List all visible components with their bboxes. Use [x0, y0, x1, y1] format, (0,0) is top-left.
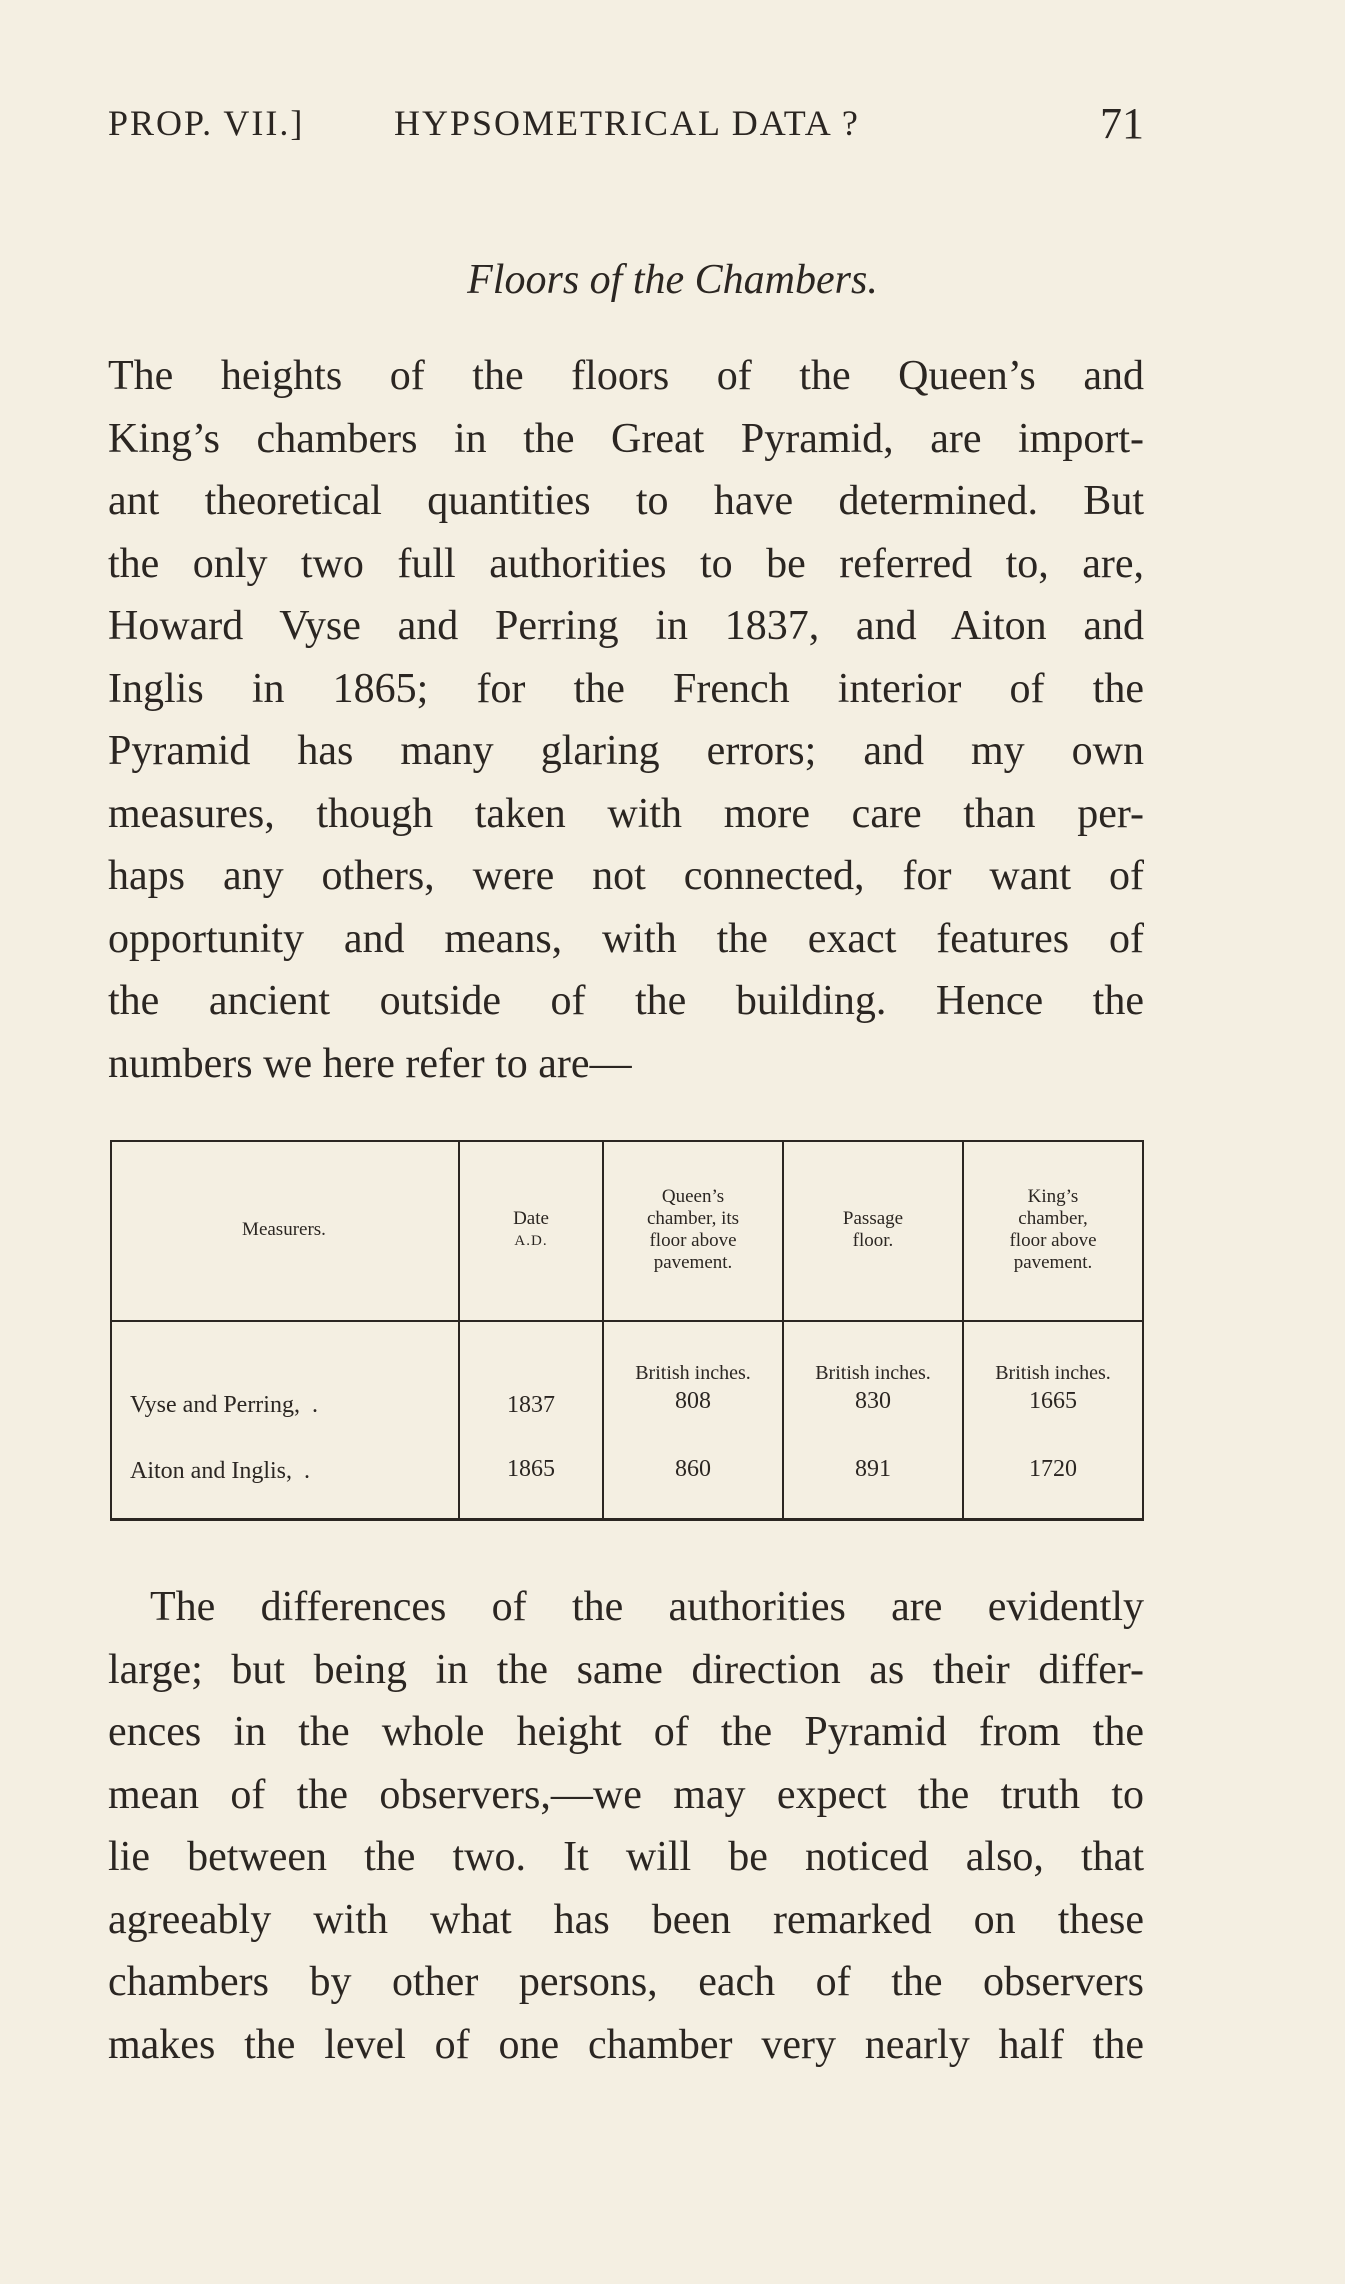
header-line: King’s: [1027, 1186, 1079, 1207]
header-line: pavement.: [653, 1252, 733, 1273]
paragraph-line: makes the level of one chamber very nearly half the: [108, 2021, 1144, 2068]
header-date-label: Date: [513, 1208, 549, 1229]
running-head-title: HYPSOMETRICAL DATA ?: [394, 103, 860, 143]
paragraph-line: opportunity and means, with the exact features of: [108, 915, 1144, 962]
paragraph-line: the ancient outside of the building. Hence the: [108, 978, 1144, 1024]
paragraph-line: ant theoretical quantities to have determined. But: [108, 478, 1144, 524]
table-cell-date: 1837: [507, 1392, 555, 1418]
table-bottom-rule: [110, 1518, 1144, 1521]
table-border-right: [1142, 1140, 1144, 1520]
unit-label: British inches.: [635, 1362, 751, 1384]
paragraph-line: measures, though taken with more care than per-: [108, 790, 1144, 837]
paragraph-1: [108, 345, 1144, 1095]
table-cell-kings: 1665: [1029, 1388, 1077, 1414]
header-line: floor above: [649, 1230, 737, 1251]
running-head-left: PROP. VII.]: [108, 103, 305, 143]
paragraph-line: ences in the whole height of the Pyramid from the: [108, 1709, 1144, 1755]
paragraph-line: haps any others, were not connected, for want of: [108, 853, 1144, 899]
unit-label: British inches.: [995, 1362, 1111, 1384]
paragraph-line: Inglis in 1865; for the French interior of the: [108, 665, 1144, 712]
header-queens-chamber: [604, 1140, 782, 1320]
table-header-rule: [110, 1320, 1144, 1322]
header-line: pavement.: [1013, 1252, 1093, 1273]
header-kings-chamber: [964, 1140, 1142, 1320]
table-cell-date: 1865: [507, 1456, 555, 1482]
header-line: chamber,: [1018, 1208, 1088, 1229]
page-number: 71: [1100, 99, 1144, 148]
table-cell-measurer: Vyse and Perring, .: [130, 1392, 318, 1418]
paragraph-line: numbers we here refer to are—: [108, 1040, 632, 1087]
paragraph-line: King’s chambers in the Great Pyramid, are import-: [108, 415, 1144, 462]
paragraph-line: agreeably with what has been remarked on these: [108, 1896, 1144, 1943]
paragraph-line: The differences of the authorities are evidently: [150, 1584, 1144, 1630]
section-title: Floors of the Chambers.: [467, 257, 878, 303]
paragraph-line: Pyramid has many glaring errors; and my own: [108, 728, 1144, 774]
header-line: Queen’s: [661, 1186, 725, 1207]
unit-label: British inches.: [815, 1362, 931, 1384]
paragraph-line: lie between the two. It will be noticed also, that: [108, 1834, 1144, 1880]
header-date-era: A.D.: [514, 1233, 548, 1249]
table-cell-passage: 830: [855, 1388, 891, 1414]
header-line: floor above: [1009, 1230, 1097, 1251]
paragraph-line: The heights of the floors of the Queen’s and: [108, 353, 1144, 399]
paragraph-line: mean of the observers,—we may expect the truth to: [108, 1771, 1144, 1818]
header-date: [460, 1140, 602, 1320]
table-cell-queens: 860: [675, 1456, 711, 1482]
table-cell-measurer: Aiton and Inglis, .: [130, 1458, 310, 1484]
table-cell-queens: 808: [675, 1388, 711, 1414]
header-measurers-label: Measurers.: [242, 1219, 326, 1240]
paragraph-line: the only two full authorities to be referred to, are,: [108, 540, 1144, 587]
header-measurers: [110, 1140, 458, 1320]
header-line: floor.: [852, 1230, 894, 1251]
paragraph-line: chambers by other persons, each of the observers: [108, 1959, 1144, 2005]
paragraph-line: large; but being in the same direction as their differ-: [108, 1646, 1144, 1693]
header-line: chamber, its: [646, 1208, 740, 1229]
table-cell-kings: 1720: [1029, 1456, 1077, 1482]
paragraph-2: [108, 1576, 1144, 2076]
running-head: [108, 99, 1144, 152]
header-line: Passage: [842, 1208, 904, 1229]
paragraph-line: Howard Vyse and Perring in 1837, and Aiton and: [108, 603, 1144, 649]
header-passage-floor: [784, 1140, 962, 1320]
measurements-table: [110, 1140, 1144, 1520]
table-cell-passage: 891: [855, 1456, 891, 1482]
